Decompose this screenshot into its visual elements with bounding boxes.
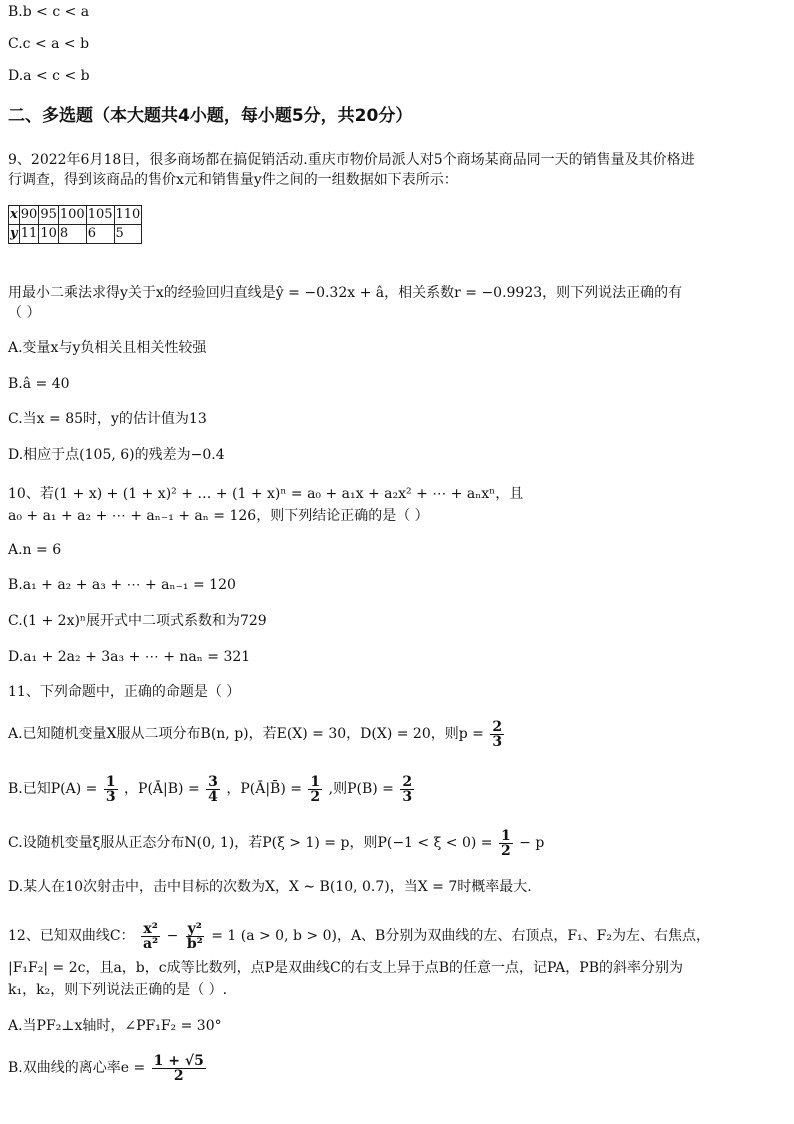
fraction-numerator: 2 — [402, 773, 413, 790]
q10-stem-line1: 10、若(1 + x) + (1 + x)² + … + (1 + x)ⁿ = a₀ + a₁x + a₂x² + ⋯ + aₙxⁿ，且 — [8, 486, 524, 502]
fraction-numerator: 1 — [105, 773, 116, 790]
fraction-numerator: x² — [143, 920, 158, 937]
q11-option-d: D.某人在10次射击中，击中目标的次数为X，X ∼ B(10, 0.7)，当X = 7时概率最大. — [8, 879, 532, 895]
q11-option-b-prefix: B.已知P(A) = — [8, 781, 98, 797]
option-prev-b: B.b < c < a — [8, 4, 90, 20]
fraction — [400, 775, 414, 804]
fraction — [490, 720, 504, 749]
fraction — [104, 775, 118, 804]
q9-option-b: B.â = 40 — [8, 376, 70, 392]
q11-option-b-part3: ，P(Ā|B̄) = — [226, 781, 302, 797]
fraction — [185, 922, 205, 951]
table-cell: 90 — [19, 206, 39, 225]
fraction — [152, 1054, 206, 1083]
table-cell: 11 — [19, 225, 39, 244]
q9-option-a: A.变量x与y负相关且相关性较强 — [8, 340, 207, 356]
fraction — [308, 775, 322, 804]
q11-option-a-text: A.已知随机变量X服从二项分布B(n, p)，若E(X) = 30，D(X) = 20，则p = — [8, 726, 484, 742]
fraction-numerator: 1 — [500, 827, 511, 844]
table-cell: 8 — [58, 225, 86, 244]
fraction-numerator: 1 + √5 — [153, 1052, 204, 1069]
fraction-denominator: 2 — [173, 1067, 184, 1084]
fraction-denominator: 3 — [105, 788, 116, 805]
q11-option-c — [8, 826, 544, 860]
q9-option-d: D.相应于点(105, 6)的残差为−0.4 — [8, 447, 225, 463]
minus-sign: − — [166, 928, 179, 944]
q10-option-c: C.(1 + 2x)ⁿ展开式中二项式系数和为729 — [8, 613, 267, 629]
q11-option-b-part4: ,则P(B) = — [328, 781, 394, 797]
fraction-denominator: 3 — [402, 788, 413, 805]
q12-stem-suffix: = 1 (a > 0, b > 0)，A、B分别为双曲线的左、右顶点，F₁、F₂为左、右焦点， — [211, 928, 710, 944]
q10-stem-line2: a₀ + a₁ + a₂ + ⋯ + aₙ₋₁ + aₙ = 126，则下列结论正确的是（ ） — [8, 508, 429, 524]
option-prev-d: D.a < c < b — [8, 68, 90, 84]
q12-stem-line3: k₁，k₂，则下列说法正确的是（ ）. — [8, 982, 228, 998]
fraction — [499, 829, 513, 858]
q11-option-c-prefix: C.设随机变量ξ服从正态分布N(0, 1)，若P(ξ > 1) = p，则P(−1 < ξ < 0) = — [8, 835, 493, 851]
q12-stem-line2: |F₁F₂| = 2c，且a，b，c成等比数列，点P是双曲线C的右支上异于点B的任意一点，记PA，PB的斜率分别为 — [8, 960, 683, 976]
fraction-denominator: 4 — [208, 788, 218, 805]
q11-option-a — [8, 717, 506, 751]
table-cell: 95 — [39, 206, 59, 225]
table-cell: y — [9, 225, 20, 244]
section-title: 二、多选题（本大题共4小题，每小题5分，共20分） — [8, 106, 413, 126]
fraction-numerator: 2 — [492, 718, 503, 735]
q11-option-b-part2: ，P(Ā|B) = — [124, 781, 200, 797]
q11-option-c-suffix: − p — [519, 835, 545, 851]
fraction-denominator: b² — [186, 935, 203, 952]
table-row — [9, 206, 142, 225]
table-cell: x — [9, 206, 20, 225]
table-row — [9, 225, 142, 244]
fraction-numerator: 1 — [310, 773, 321, 790]
q9-stem-line2: 行调查，得到该商品的售价x元和销售量y件之间的一组数据如下表所示： — [8, 172, 458, 188]
table-cell: 110 — [114, 206, 142, 225]
option-prev-c: C.c < a < b — [8, 36, 90, 52]
table-cell: 105 — [86, 206, 114, 225]
q9-stem-line1: 9、2022年6月18日，很多商场都在搞促销活动.重庆市物价局派人对5个商场某商品同一天的销售量及其价格进 — [8, 152, 695, 168]
table-cell: 6 — [86, 225, 114, 244]
q12-option-b-prefix: B.双曲线的离心率e = — [8, 1060, 146, 1076]
fraction-numerator: 3 — [208, 773, 218, 790]
q12-option-a: A.当PF₂⊥x轴时，∠PF₁F₂ = 30° — [8, 1018, 222, 1034]
q9-option-c: C.当x = 85时，y的估计值为13 — [8, 411, 207, 427]
q12-stem-prefix: 12、已知双曲线C： — [8, 928, 135, 944]
q9-data-table — [8, 205, 142, 244]
table-cell: 100 — [58, 206, 86, 225]
fraction-denominator: 2 — [500, 842, 511, 859]
q11-option-b — [8, 772, 416, 806]
q10-option-a: A.n = 6 — [8, 542, 62, 558]
q10-option-d: D.a₁ + 2a₂ + 3a₃ + ⋯ + naₙ = 321 — [8, 649, 251, 665]
fraction — [141, 922, 160, 951]
fraction-denominator: 2 — [310, 788, 321, 805]
fraction — [206, 775, 220, 804]
table-cell: 5 — [114, 225, 142, 244]
q12-stem-line1 — [8, 918, 710, 954]
q10-option-b: B.a₁ + a₂ + a₃ + ⋯ + aₙ₋₁ = 120 — [8, 577, 236, 593]
q9-stem-line3: 用最小二乘法求得y关于x的经验回归直线是ŷ = −0.32x + â，相关系数r = −0.9923，则下列说法正确的有 — [8, 285, 683, 301]
q11-stem: 11、下列命题中，正确的命题是（ ） — [8, 684, 241, 700]
fraction-denominator: a² — [142, 935, 159, 952]
q12-option-b — [8, 1050, 208, 1086]
q9-stem-line4: （ ） — [8, 305, 41, 321]
fraction-numerator: y² — [187, 920, 202, 937]
table-cell: 10 — [39, 225, 59, 244]
fraction-denominator: 3 — [492, 733, 503, 750]
